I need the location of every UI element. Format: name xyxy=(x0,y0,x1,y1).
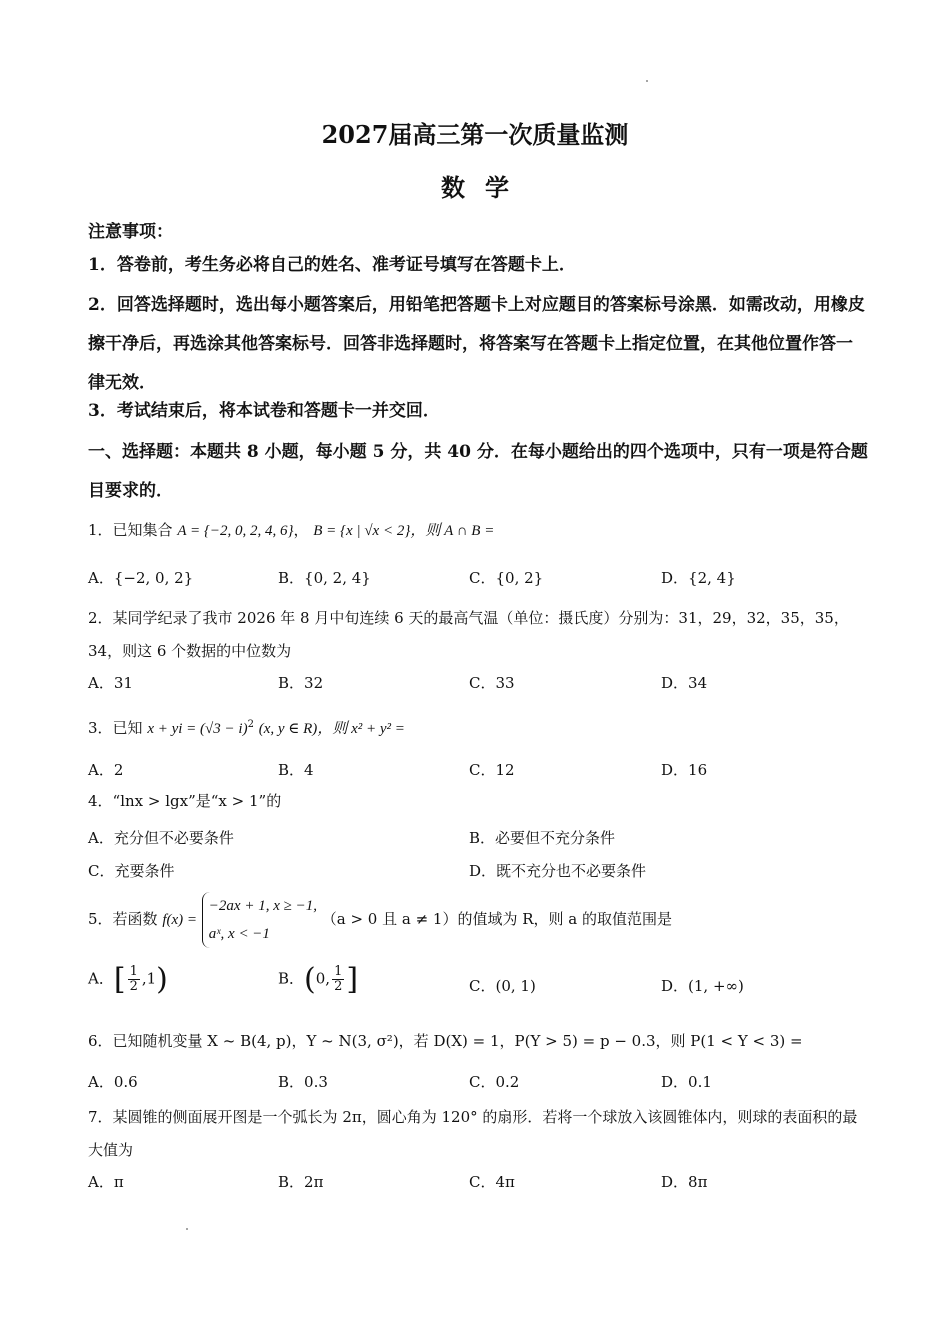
q2-option-d[interactable]: D．34 xyxy=(661,674,708,692)
q3-expr: x + yi = (√3 − i) xyxy=(147,721,248,737)
question-6: 6．已知随机变量 X ~ B(4, p)，Y ~ N(3, σ²)，若 D(X) = 1，P(Y > 5) = p − 0.3，则 P(1 < Y < 3) = xyxy=(88,1032,803,1050)
q5-case-2: aˣ, x < −1 xyxy=(208,926,270,942)
q5-option-a-fraction xyxy=(128,965,140,994)
q1-option-b[interactable]: B．{0, 2, 4} xyxy=(278,569,371,587)
scan-dot xyxy=(646,80,648,82)
q7-option-b[interactable]: B．2π xyxy=(278,1173,324,1191)
scan-dot xyxy=(186,1228,188,1230)
q5-option-b[interactable]: B．(0, $\frac{1}{2}$ ] xyxy=(278,962,359,997)
exam-title: 2027届高三第一次质量监测 xyxy=(321,120,629,149)
q2-option-b[interactable]: B．32 xyxy=(278,674,324,692)
q1-option-a[interactable]: A．{−2, 0, 2} xyxy=(88,569,194,587)
question-7: 7．某圆锥的侧面展开图是一个弧长为 2π，圆心角为 120° 的扇形．若将一个球放入该圆锥体内，则球的表面积的最大值为 xyxy=(88,1108,858,1159)
q1-option-d[interactable]: D．{2, 4} xyxy=(661,569,736,587)
q6-option-c[interactable]: C．0.2 xyxy=(469,1073,520,1091)
q5-option-a[interactable]: A．[ $\frac{1}{2}$ ,1) xyxy=(88,962,168,997)
question-4: 4．“lnx > lgx”是“x > 1”的 xyxy=(88,792,282,810)
fraction-denominator: 2 xyxy=(334,979,343,994)
fraction-numerator: 1 xyxy=(129,964,138,979)
q6-option-b[interactable]: B．0.3 xyxy=(278,1073,328,1091)
q3-option-c[interactable]: C．12 xyxy=(469,761,515,779)
q5-option-c[interactable]: C．(0, 1) xyxy=(469,977,536,995)
question-3 xyxy=(88,708,868,746)
q3-option-d[interactable]: D．16 xyxy=(661,761,708,779)
q5-piecewise xyxy=(202,892,317,948)
q3-power: 2 xyxy=(247,719,254,730)
q7-option-d[interactable]: D．8π xyxy=(661,1173,708,1191)
question-2: 2．某同学纪录了我市 2026 年 8 月中旬连续 6 天的最高气温（单位：摄氏度）分别为：31，29，32，35，35，34，则这 6 个数据的中位数为 xyxy=(88,609,849,660)
q4-option-c[interactable]: C．充要条件 xyxy=(88,862,175,880)
q6-option-d[interactable]: D．0.1 xyxy=(661,1073,712,1091)
q1-prefix: 1．已知集合 xyxy=(88,521,173,539)
q5-case-1: −2ax + 1, x ≥ −1, xyxy=(208,898,317,914)
question-5 xyxy=(88,892,868,948)
section-heading: 一、选择题：本题共 8 小题，每小题 5 分，共 40 分．在每小题给出的四个选项中，只有一项是符合题目要求的． xyxy=(88,442,868,501)
q1-option-c[interactable]: C．{0, 2} xyxy=(469,569,544,587)
q3-ask: ，则 x² + y² = xyxy=(317,721,405,737)
q5-fx: f(x) = xyxy=(162,912,198,928)
q3-option-a[interactable]: A．2 xyxy=(88,761,124,779)
q4-option-d[interactable]: D．既不充分也不必要条件 xyxy=(469,862,647,880)
notes-heading: 注意事项： xyxy=(88,222,173,242)
q1-set-a: A = {−2, 0, 2, 4, 6} xyxy=(177,523,294,539)
q4-option-a[interactable]: A．充分但不必要条件 xyxy=(88,829,234,847)
note-item-2: 2．回答选择题时，选出每小题答案后，用铅笔把答题卡上对应题目的答案标号涂黑．如需改动，用橡皮擦干净后，再选涂其他答案标号．回答非选择题时，将答案写在答题卡上指定位置，在其他位置作答一律无效． xyxy=(88,295,865,393)
q2-option-c[interactable]: C．33 xyxy=(469,674,515,692)
q7-option-c[interactable]: C．4π xyxy=(469,1173,515,1191)
q1-set-b: B = {x | √x < 2} xyxy=(313,523,411,539)
q5-option-d[interactable]: D．(1, +∞) xyxy=(661,977,744,995)
question-1: 1．已知集合 A = {−2, 0, 2, 4, 6}， B = {x | √x < 2}，则 A ∩ B = xyxy=(88,521,495,539)
q5-prefix: 5．若函数 xyxy=(88,910,158,928)
q3-cond: (x, y ∈ R) xyxy=(258,721,318,737)
q3-option-b[interactable]: B．4 xyxy=(278,761,314,779)
q5-condition: （a > 0 且 a ≠ 1）的值域为 R，则 a 的取值范围是 xyxy=(321,910,673,928)
q1-ask: ，则 A ∩ B = xyxy=(410,523,495,539)
q6-option-a[interactable]: A．0.6 xyxy=(88,1073,138,1091)
subject-title: 数学 xyxy=(441,173,529,202)
q3-prefix: 3．已知 xyxy=(88,719,143,737)
note-item-1: 1．答卷前，考生务必将自己的姓名、准考证号填写在答题卡上． xyxy=(88,255,576,275)
note-item-3: 3．考试结束后，将本试卷和答题卡一并交回． xyxy=(88,401,440,421)
fraction-numerator: 1 xyxy=(334,964,343,979)
q2-option-a[interactable]: A．31 xyxy=(88,674,133,692)
q4-option-b[interactable]: B．必要但不充分条件 xyxy=(469,829,616,847)
q5-option-b-fraction xyxy=(332,965,344,994)
q7-option-a[interactable]: A．π xyxy=(88,1173,124,1191)
fraction-denominator: 2 xyxy=(129,979,138,994)
